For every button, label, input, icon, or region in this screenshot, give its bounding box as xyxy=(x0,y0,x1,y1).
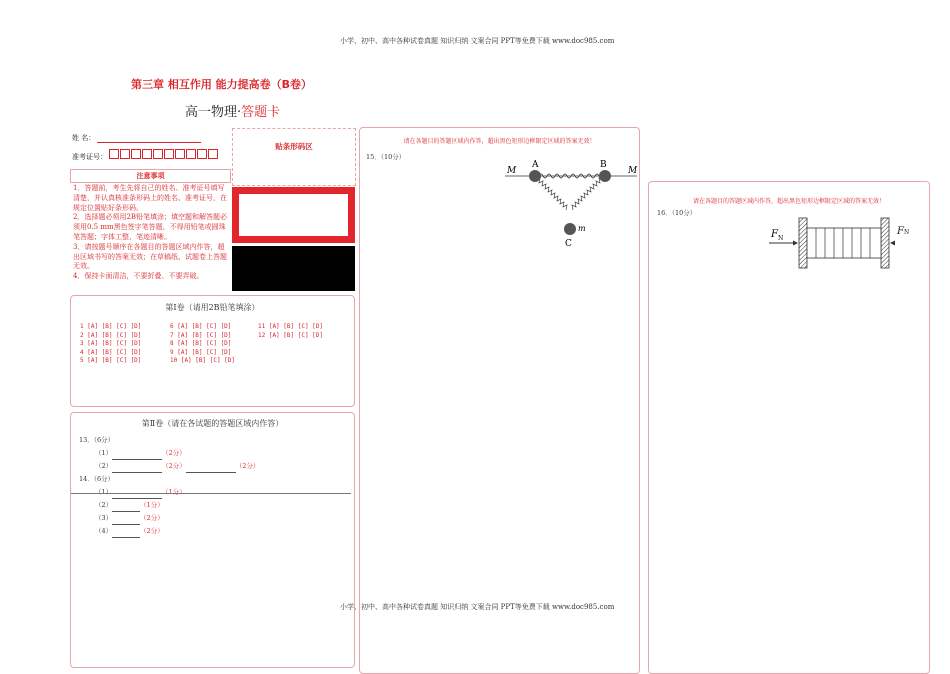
name-line[interactable] xyxy=(97,134,201,143)
q15-figure xyxy=(503,158,639,248)
note-item: 3．请按题号顺序在各题目的答题区域内作答，超出区域书写的答案无效；在草稿纸、试题卷上答题无效。 xyxy=(73,242,227,271)
right-plate xyxy=(881,218,889,268)
label-b: B xyxy=(600,160,607,170)
footer-text: 小学、初中、高中各种试卷真题 知识归纳 文案合同 PPT等免费下载 www.doc985.com xyxy=(340,603,615,611)
label-fn-left-sub: N xyxy=(778,235,784,242)
answer-line[interactable] xyxy=(112,490,162,499)
page-title: 第三章 相互作用 能力提高卷（B卷） xyxy=(131,78,313,91)
mc-row[interactable]: 5 [A] [B] [C] [D] xyxy=(80,357,142,364)
notes-title: 注意事项 xyxy=(70,169,231,183)
panel-warning: 请在各题目的答题区域内作答，超出黑色矩形边框限定区域的答案无效！ xyxy=(403,138,596,145)
note-item: 2．选择题必须用2B铅笔填涂；填空题和解答题必须用0.5 mm黑色签字笔答题，不得用铅笔或圆珠笔答题；字体工整、笔迹清晰。 xyxy=(73,213,228,241)
exam-id-field[interactable] xyxy=(72,149,219,162)
mc-row[interactable]: 4 [A] [B] [C] [D] xyxy=(80,348,142,356)
label-m-right: M xyxy=(628,166,638,176)
section1-box xyxy=(70,295,355,407)
name-label: 姓 名： xyxy=(72,134,96,142)
left-plate xyxy=(799,218,807,268)
mc-column-2[interactable] xyxy=(170,323,235,366)
section1-title: 第Ⅰ卷（请用2B铅笔填涂） xyxy=(165,303,260,312)
mc-row[interactable]: 9 [A] [B] [C] [D] xyxy=(170,348,232,356)
q15-label: 15．（10分） xyxy=(366,153,406,161)
answer-line[interactable] xyxy=(112,451,162,460)
exam-id-boxes[interactable] xyxy=(109,153,219,161)
q14-2-row[interactable]: （2） （1分） xyxy=(79,499,349,512)
q16-panel xyxy=(648,181,930,674)
mc-row[interactable]: 3 [A] [B] [C] [D] xyxy=(80,340,142,347)
subtitle-main: 高一物理· xyxy=(185,105,242,120)
page-subtitle xyxy=(185,101,280,120)
barcode-label: 贴条形码区 xyxy=(275,142,313,151)
q16-label: 16．（10分） xyxy=(657,209,697,217)
subtitle-sub: 答题卡 xyxy=(241,105,281,120)
mc-column-1[interactable] xyxy=(80,323,141,366)
mc-row[interactable]: 12 [A] [B] [C] [D] xyxy=(258,331,324,339)
mc-column-3[interactable] xyxy=(258,323,323,340)
mc-row[interactable]: 6 [A] [B] [C] [D] xyxy=(170,323,232,330)
q14-1-row[interactable]: （1） （1分） xyxy=(79,486,349,499)
q13-2-row[interactable]: （2） （2分） （2分） xyxy=(79,460,349,473)
note-item: 4．保持卡面清洁，不要折叠、不要弄破。 xyxy=(73,272,204,281)
label-fn-right: FN xyxy=(897,226,910,237)
q16-figure xyxy=(767,216,897,274)
note-item: 1．答题前，考生先将自己的姓名、准考证号填写清楚，并认真核准条形码上的姓名、准考证号，在规定位置贴好条形码。 xyxy=(73,184,227,212)
answer-line[interactable] xyxy=(112,464,162,473)
ball-a xyxy=(529,170,541,182)
mc-row[interactable]: 11 [A] [B] [C] [D] xyxy=(258,323,324,330)
answer-line[interactable] xyxy=(112,529,140,538)
answer-line[interactable] xyxy=(112,503,140,512)
ball-c xyxy=(564,223,576,235)
answer-line[interactable] xyxy=(112,516,140,525)
notes-list xyxy=(73,184,231,282)
force-arrow-right xyxy=(890,241,895,246)
exam-id-label: 准考证号： xyxy=(72,153,107,161)
header-text: 小学、初中、高中各种试卷真题 知识归纳 文案合同 PPT等免费下载 www.doc985.com xyxy=(340,37,615,45)
mc-row[interactable]: 2 [A] [B] [C] [D] xyxy=(80,331,142,339)
q13-1-row[interactable]: （1） （2分） xyxy=(79,447,349,460)
q13-label: 13．（6分） xyxy=(79,436,115,444)
q15-panel xyxy=(359,127,640,674)
label-c: C xyxy=(565,239,572,248)
mc-row[interactable]: 7 [A] [B] [C] [D] xyxy=(170,331,232,339)
black-sample-box xyxy=(232,246,355,291)
q14-3-row[interactable]: （3） （2分） xyxy=(79,512,349,525)
mc-row[interactable]: 1 [A] [B] [C] [D] xyxy=(80,323,142,330)
label-small-m: m xyxy=(578,224,586,233)
barcode-area xyxy=(232,128,356,186)
mc-row[interactable]: 8 [A] [B] [C] [D] xyxy=(170,340,232,347)
section2-answers xyxy=(79,434,349,538)
answer-line[interactable] xyxy=(186,464,236,473)
name-field[interactable] xyxy=(72,134,201,143)
panel-warning-2: 请在各题目的答题区域内作答，超出黑色矩形边框限定区域的答案无效！ xyxy=(692,198,885,205)
label-fn-left: F xyxy=(771,229,778,240)
section2-box xyxy=(70,412,355,668)
label-a: A xyxy=(532,160,539,170)
divider xyxy=(71,493,351,494)
section2-title: 第Ⅱ卷（请在各试题的答题区域内作答） xyxy=(141,419,284,428)
q14-4-row[interactable]: （4） （2分） xyxy=(79,525,349,538)
ball-b xyxy=(599,170,611,182)
label-m-left: M xyxy=(507,166,517,176)
red-sample-box xyxy=(232,187,355,243)
mc-row[interactable]: 10 [A] [B] [C] [D] xyxy=(170,357,236,364)
q14-label: 14．（6分） xyxy=(79,475,115,483)
